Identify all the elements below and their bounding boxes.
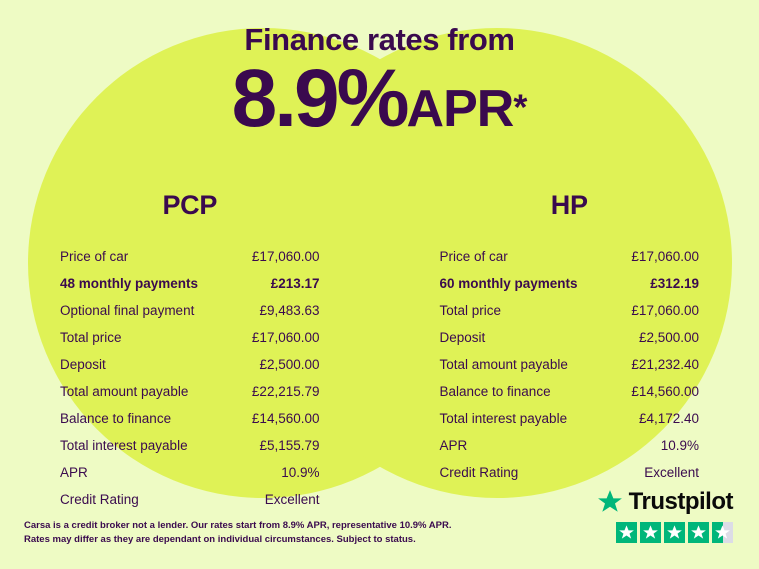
row-value: £21,232.40	[631, 357, 699, 372]
table-row	[60, 459, 320, 486]
row-value: £312.19	[650, 276, 699, 291]
table-row	[440, 324, 700, 351]
table-row	[440, 378, 700, 405]
row-label: Price of car	[60, 249, 129, 264]
row-label: Balance to finance	[60, 411, 172, 426]
row-value: £17,060.00	[251, 249, 320, 264]
table-row	[440, 405, 700, 432]
row-label: Deposit	[60, 357, 106, 372]
table-row	[60, 432, 320, 459]
footnote-line-2: Rates may differ as they are dependant on individual circumstances. Subject to status.	[24, 534, 416, 546]
apr-rate-value: 8.9%	[231, 53, 407, 144]
row-value: £2,500.00	[259, 357, 320, 372]
table-row	[60, 270, 320, 297]
row-value: £22,215.79	[251, 384, 320, 399]
trustpilot-name: Trustpilot	[628, 488, 733, 515]
row-label: APR	[60, 465, 88, 480]
apr-label: APR	[406, 80, 514, 138]
hp-column	[380, 190, 759, 513]
row-label: Optional final payment	[60, 303, 195, 318]
asterisk-marker: *	[513, 86, 528, 128]
row-label: Total interest payable	[60, 438, 188, 453]
hp-title: HP	[550, 190, 588, 220]
row-value: Excellent	[644, 465, 699, 480]
row-value: 10.9%	[660, 438, 699, 453]
page-title: Finance rates from	[244, 22, 515, 57]
row-value: 10.9%	[281, 465, 320, 480]
row-value: £17,060.00	[251, 330, 320, 345]
table-row	[60, 486, 320, 513]
table-row	[60, 378, 320, 405]
row-value: £14,560.00	[251, 411, 320, 426]
table-row	[440, 270, 700, 297]
row-label: Price of car	[439, 249, 508, 264]
row-label: Total interest payable	[439, 411, 568, 426]
table-row	[440, 351, 700, 378]
row-label: APR	[439, 438, 468, 453]
footnote-line-1: Carsa is a credit broker not a lender. Our rates start from 8.9% APR, representative 10.9% APR.	[24, 520, 452, 532]
rating-star-5-half-icon	[712, 522, 733, 543]
row-label: Total amount payable	[60, 384, 189, 399]
row-value: £4,172.40	[638, 411, 699, 426]
table-row	[60, 405, 320, 432]
pcp-column	[0, 190, 380, 513]
row-label: Total amount payable	[439, 357, 568, 372]
pcp-title: PCP	[162, 190, 218, 220]
table-row	[440, 432, 700, 459]
rating-star-4-icon	[688, 522, 709, 543]
row-value: £2,500.00	[638, 330, 699, 345]
rating-star-3-icon	[664, 522, 685, 543]
row-label: Balance to finance	[439, 384, 551, 399]
apr-headline	[0, 53, 759, 144]
row-value: £17,060.00	[631, 249, 699, 264]
table-row	[440, 243, 700, 270]
table-row	[440, 297, 700, 324]
row-value: £14,560.00	[631, 384, 699, 399]
legal-footnote	[24, 519, 454, 547]
table-row	[60, 324, 320, 351]
trustpilot-star-icon	[597, 489, 623, 515]
rating-star-2-icon	[640, 522, 661, 543]
row-label: Total price	[439, 303, 502, 318]
table-row	[60, 297, 320, 324]
table-row	[440, 459, 700, 486]
trustpilot-badge	[597, 488, 733, 543]
row-label: Total price	[60, 330, 122, 345]
table-row	[60, 351, 320, 378]
row-value: £5,155.79	[259, 438, 320, 453]
row-value: £213.17	[270, 276, 320, 291]
row-value: Excellent	[264, 492, 320, 507]
trustpilot-wordmark	[597, 488, 733, 516]
row-label: 60 monthly payments	[439, 276, 578, 291]
row-value: £17,060.00	[631, 303, 699, 318]
row-label: Credit Rating	[439, 465, 519, 480]
row-label: Credit Rating	[60, 492, 139, 507]
finance-tables	[0, 190, 759, 513]
row-value: £9,483.63	[259, 303, 320, 318]
trustpilot-rating-stars	[597, 522, 733, 543]
rating-star-1-icon	[616, 522, 637, 543]
row-label: 48 monthly payments	[60, 276, 199, 291]
table-row	[60, 243, 320, 270]
row-label: Deposit	[439, 330, 486, 345]
